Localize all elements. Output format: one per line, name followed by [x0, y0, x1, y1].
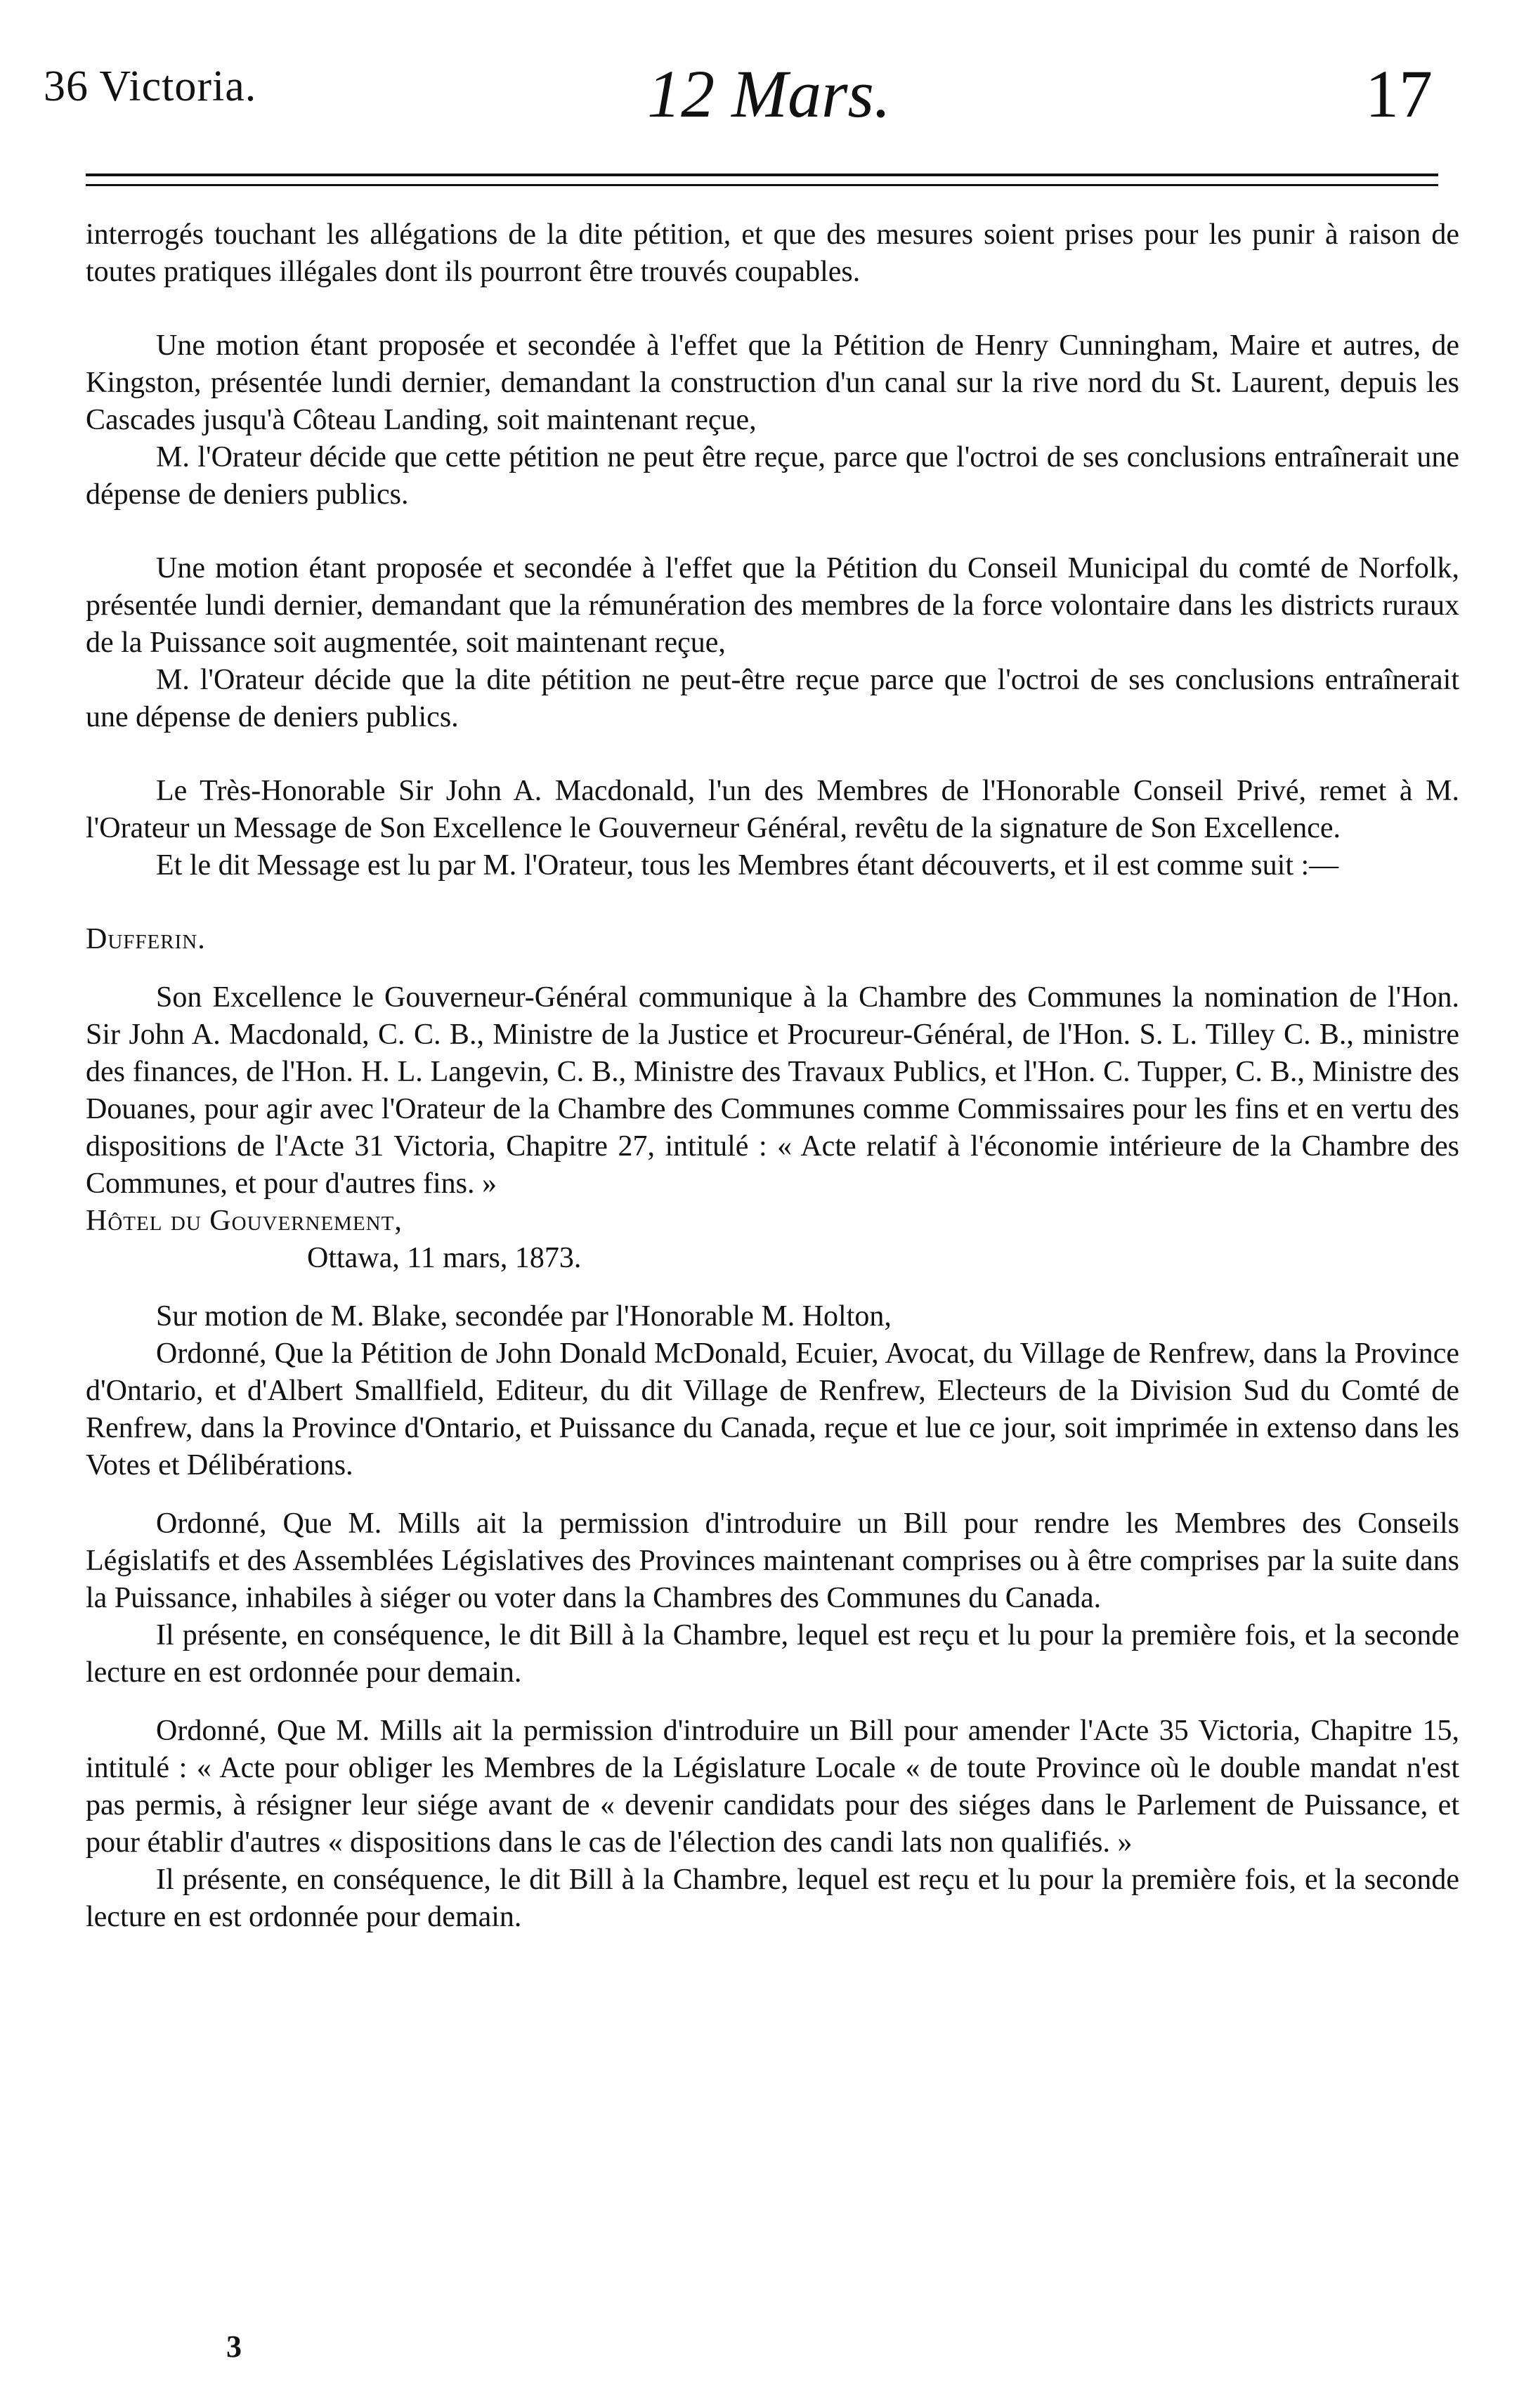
message-signatory: Dufferin.	[86, 923, 206, 955]
message-place: Hôtel du Gouvernement,	[86, 1205, 403, 1237]
message-date: Ottawa, 11 mars, 1873.	[307, 1242, 582, 1274]
paragraph-petition-end: interrogés touchant les allégations de la dite pétition, et que des mesures soient prises pour les punir à raison de toutes pratiques illégales dont ils pourront être trouvés coupables.	[86, 218, 1459, 288]
paragraph-message-delivery: Le Très-Honorable Sir John A. Macdonald, l'un des Membres de l'Honorable Conseil Privé, remet à M. l'Orateur un Message de Son Excellence le Gouverneur Général, revêtu de la signature de Son Excellence.	[86, 775, 1459, 844]
page-number: 17	[1365, 56, 1433, 131]
paragraph-order-mills-bill-2: Ordonné, Que M. Mills ait la permission d'introduire un Bill pour amender l'Acte 35 Victoria, Chapitre 15, intitulé : « Acte pour obliger les Membres de la Législature Locale « de toute Province où le double mandat n'est pas permis, à résigner leur siége avant de « devenir candidats pour des siéges dans le Parlement de Puissance, et pour établir d'autres « dispositions dans le cas de l'élection des candi lats non qualifiés. »	[86, 1715, 1459, 1859]
paragraph-motion-blake: Sur motion de M. Blake, secondée par l'Honorable M. Holton,	[156, 1300, 892, 1333]
paragraph-order-renfrew-petition: Ordonné, Que la Pétition de John Donald McDonald, Ecuier, Avocat, du Village de Renfrew, dans la Province d'Ontario, et d'Albert Smallfield, Editeur, du dit Village de Renfrew, Electeurs de la Division Sud du Comté de Renfrew, dans la Province d'Ontario, et Puissance du Canada, reçue et lue ce jour, soit imprimée in extenso dans les Votes et Délibérations.	[86, 1337, 1459, 1481]
running-head-date	[0, 55, 1538, 133]
paragraph-order-mills-bill-1: Ordonné, Que M. Mills ait la permission d'introduire un Bill pour rendre les Membres des Conseils Législatifs et des Assemblées Législatives des Provinces maintenant comprises ou à être comprises par la suite dans la Puissance, inhabiles à siéger ou voter dans la Chambres des Communes du Canada.	[86, 1507, 1459, 1614]
paragraph-speaker-ruling-2: M. l'Orateur décide que la dite pétition ne peut-être reçue parce que l'octroi de ses conclusions entraînerait une dépense de deniers publics.	[86, 664, 1459, 733]
signature-mark: 3	[226, 2329, 242, 2364]
running-head-date-text: 12 Mars.	[647, 56, 891, 131]
header-rule-top	[86, 174, 1438, 176]
paragraph-message-read: Et le dit Message est lu par M. l'Orateur, tous les Membres étant découverts, et il est comme suit :—	[156, 849, 1339, 882]
paragraph-speaker-ruling-1: M. l'Orateur décide que cette pétition ne peut être reçue, parce que l'octroi de ses conclusions entraînerait une dépense de deniers publics.	[86, 441, 1459, 511]
header-rule-bottom	[86, 184, 1438, 186]
paragraph-bill-2-first-reading: Il présente, en conséquence, le dit Bill à la Chambre, lequel est reçu et lu pour la première fois, et la seconde lecture en est ordonnée pour demain.	[86, 1864, 1459, 1933]
paragraph-bill-1-first-reading: Il présente, en conséquence, le dit Bill à la Chambre, lequel est reçu et lu pour la première fois, et la seconde lecture en est ordonnée pour demain.	[86, 1619, 1459, 1689]
body-text	[86, 216, 1459, 1936]
paragraph-motion-norfolk: Une motion étant proposée et secondée à l'effet que la Pétition du Conseil Municipal du comté de Norfolk, présentée lundi dernier, demandant que la rémunération des membres de la force volontaire dans les districts ruraux de la Puissance soit augmentée, soit maintenant reçue,	[86, 552, 1459, 659]
paragraph-motion-cunningham: Une motion étant proposée et secondée à l'effet que la Pétition de Henry Cunningham, Maire et autres, de Kingston, présentée lundi dernier, demandant la construction d'un canal sur la rive nord du St. Laurent, depuis les Cascades jusqu'à Côteau Landing, soit maintenant reçue,	[86, 329, 1459, 436]
paragraph-governor-message: Son Excellence le Gouverneur-Général communique à la Chambre des Communes la nomination de l'Hon. Sir John A. Macdonald, C. C. B., Ministre de la Justice et Procureur-Général, de l'Hon. S. L. Tilley C. B., ministre des finances, de l'Hon. H. L. Langevin, C. B., Ministre des Travaux Publics, et l'Hon. C. Tupper, C. B., Ministre des Douanes, pour agir avec l'Orateur de la Chambre des Communes comme Commissaires pour les fins et en vertu des dispositions de l'Acte 31 Victoria, Chapitre 27, intitulé : « Acte relatif à l'économie intérieure de la Chambre des Communes, et pour d'autres fins. »	[86, 981, 1459, 1200]
running-head-left: 36 Victoria.	[44, 63, 257, 110]
